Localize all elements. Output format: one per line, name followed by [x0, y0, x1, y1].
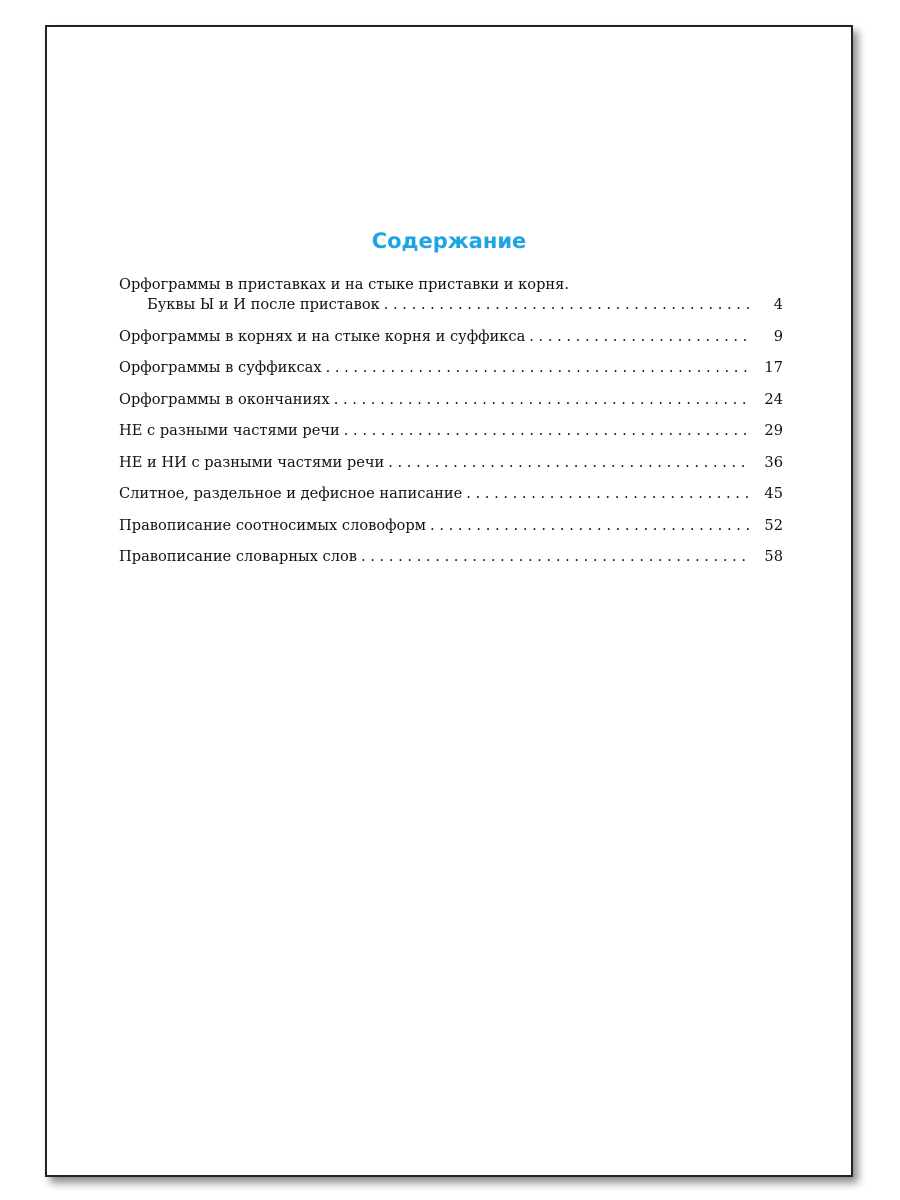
toc-entry-prefixes[interactable]: [119, 275, 783, 315]
toc-entry-title: Слитное, раздельное и дефисное написание: [119, 485, 463, 502]
toc-entry-ne[interactable]: [119, 421, 783, 441]
toc-entry-suffixes[interactable]: [119, 358, 783, 378]
dot-leader: [344, 421, 751, 441]
toc-entry-title: Орфограммы в окончаниях: [119, 390, 330, 408]
table-of-contents: [119, 275, 783, 567]
toc-entry-line: [119, 421, 783, 441]
toc-entry-title: Орфограммы в суффиксах: [119, 359, 322, 376]
toc-entry-line: [119, 547, 783, 567]
toc-entry-endings[interactable]: [119, 390, 783, 410]
dot-leader: [326, 358, 751, 378]
dot-leader: [388, 453, 751, 473]
toc-entry-line: [119, 275, 783, 295]
toc-page-number: 36: [764, 453, 783, 471]
toc-page-number: 52: [764, 516, 783, 534]
toc-page-number: 4: [773, 296, 783, 313]
toc-page-number: 58: [764, 548, 783, 565]
toc-entry-roots[interactable]: [119, 327, 783, 347]
toc-entry-line: [119, 295, 783, 315]
toc-entry-dictionary-words[interactable]: [119, 547, 783, 567]
dot-leader: [430, 516, 751, 536]
toc-entry-line: [119, 358, 783, 378]
toc-entry-line: [119, 484, 783, 504]
dot-leader: [334, 390, 751, 410]
toc-entry-title: НЕ и НИ с разными частями речи: [119, 453, 385, 471]
book-page: [45, 25, 853, 1177]
toc-entry-spelling-forms[interactable]: [119, 484, 783, 504]
toc-entry-related-wordforms[interactable]: [119, 516, 783, 536]
toc-entry-title: Орфограммы в приставках и на стыке приставки и корня.: [119, 276, 569, 293]
toc-page-number: 24: [764, 390, 783, 408]
toc-page-number: 45: [764, 485, 783, 502]
dot-leader: [466, 484, 751, 504]
dot-leader: [361, 547, 751, 567]
dot-leader: [529, 327, 751, 347]
dot-leader: [384, 295, 751, 315]
toc-entry-title: Орфограммы в корнях и на стыке корня и суффикса: [119, 327, 526, 345]
toc-entry-title-continued: Буквы Ы и И после приставок: [147, 296, 380, 313]
toc-entry-title: Правописание словарных слов: [119, 548, 357, 565]
toc-entry-ne-ni[interactable]: [119, 453, 783, 473]
toc-entry-line: [119, 327, 783, 347]
page-title: Содержание: [371, 229, 527, 253]
toc-page-number: 17: [764, 359, 783, 376]
toc-entry-line: [119, 390, 783, 410]
toc-page-number: 29: [764, 422, 783, 439]
toc-entry-line: [119, 516, 783, 536]
toc-entry-line: [119, 453, 783, 473]
toc-page-number: 9: [773, 327, 783, 345]
toc-entry-title: НЕ с разными частями речи: [119, 422, 340, 439]
toc-entry-title: Правописание соотносимых словоформ: [119, 516, 427, 534]
